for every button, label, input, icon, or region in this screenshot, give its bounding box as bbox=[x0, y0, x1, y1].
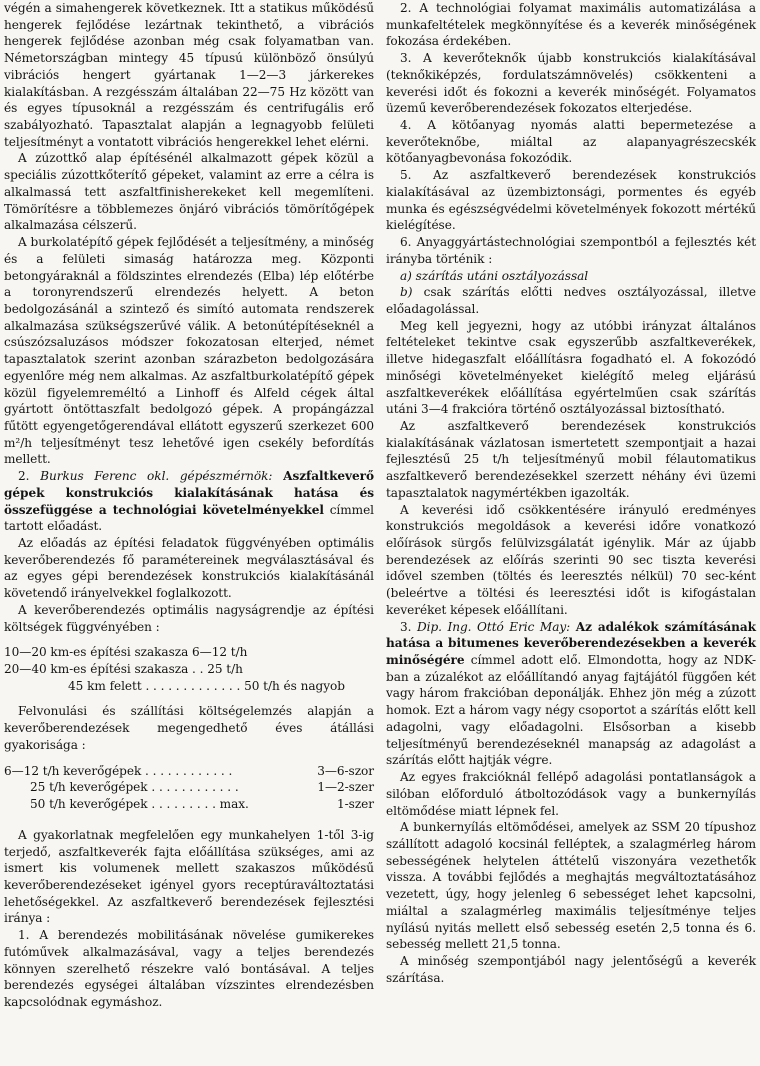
table-cell: 3—6-szor bbox=[317, 763, 374, 778]
list-label: b) bbox=[400, 285, 413, 300]
paragraph: A keverőberendezés optimális nagyságrendje az építési költségek függvényében : bbox=[4, 602, 374, 634]
right-column bbox=[386, 0, 756, 1066]
paragraph: A minőség szempontjából nagy jelentőségű a keverék szárítása. bbox=[386, 953, 756, 985]
author-name: Burkus Ferenc okl. gépészmérnök: bbox=[40, 469, 273, 484]
list-item bbox=[386, 268, 756, 285]
paragraph: végén a simahengerek következnek. Itt a statikus működésű hengerek fejlődése lezártnak tekinthető, a vibrációs hengerek fejlődése azonban még csak folyamatban van. Németországban mintegy 45 típusú különböző önsúlyú vibrációs hengert gyártanak 1—2—3 járkerekes kialakításban. A rezgésszám általában 22—75 Hz között van és egyes típusoknál a rezgésszám és centrifugális erő szabályozható. Tapasztalat alapján a legnagyobb felületi teljesítményt a vontatott vibrációs hengerekkel lehet elérni. bbox=[4, 1, 374, 149]
paragraph: Meg kell jegyezni, hogy az utóbbi irányzat általános feltételeket tekintve csak egyszerűbb aszfaltkeverékek, illetve hidegaszfalt előállításra fogadható el. A fokozódó minőségi követelményeket kielégítő meleg eljárású aszfaltkeverékek előállítása egyértelműen csak szárítás utáni 3—4 frakcióra történő osztályozással biztosítható. bbox=[386, 318, 756, 417]
table-row bbox=[4, 796, 374, 813]
table-cell: 25 t/h keverőgépek . . . . . . . . . . . . bbox=[30, 780, 239, 795]
paragraph-text: címmel tartott előadást. bbox=[4, 502, 374, 534]
author-name: Dip. Ing. Ottó Eric May: bbox=[417, 619, 571, 634]
paragraph: 1. A berendezés mobilitásának növelése gumikerekes futóművek alkalmazásával, vagy a teljes berendezés könnyen szerelhető részekre való bontásával. A teljes berendezés egységei általában vízszintes elrendezésben kapcsolódnak egymáshoz. bbox=[4, 928, 374, 1009]
lecture-summary bbox=[4, 468, 374, 535]
paragraph: Felvonulási és szállítási költségelemzés alapján a keverőberendezések megengedhető éves átállási gyakorisága : bbox=[4, 704, 374, 752]
capacity-table bbox=[4, 644, 374, 694]
paragraph: A keverési idő csökkentésére irányuló eredményes konstrukciós megoldások a keverési időre vonatkozó előírások sürgős felülvizsgálatát igénylik. Már az újabb berendezések az előírás szerinti 90 sec tiszta keverési idővel szemben (töltés és leeresztés nélkül) 70 sec-ként (beleértve a töltési és leeresztési időt is kifogástalan keveréket képesek előállítani. bbox=[386, 502, 756, 617]
list-text: szárítás utáni osztályozással bbox=[415, 268, 589, 283]
table-cell: 6—12 t/h keverőgépek . . . . . . . . . . . . bbox=[4, 763, 233, 778]
paragraph: 4. A kötőanyag nyomás alatti bepermetezése a keverőteknőbe, miáltal az alapanyagrészecskék kötőanyagbevonása fokozódik. bbox=[386, 118, 756, 166]
paragraph: 3. A keverőteknők újabb konstrukciós kialakításával (teknőkiképzés, fordulatszámnövelés) csökkenteni a keverési időt és fokozni a keverék minőségét. Folyamatos üzemű keverőberendezések fokozatos elterjedése. bbox=[386, 51, 756, 116]
paragraph: Az előadás az építési feladatok függvényében optimális keverőberendezés fő paramétereinek megválasztásával és az egyes gépi berendezések konstrukciós kialakításánál követendő irányelvekkel foglalkozott. bbox=[4, 536, 374, 601]
item-number: 2. bbox=[18, 469, 30, 484]
table-cell: 50 t/h keverőgépek . . . . . . . . . max. bbox=[30, 797, 249, 812]
list-text: csak szárítás előtti nedves osztályozással, illetve előadagolással. bbox=[386, 285, 756, 316]
table-row bbox=[4, 678, 374, 695]
table-row bbox=[4, 644, 374, 661]
table-cell: 1—2-szer bbox=[317, 780, 374, 795]
spacer bbox=[4, 754, 374, 763]
lecture-title: Aszfaltkeverő gépek konstrukciós kialakításának hatása és összefüggése a technológiai követelményekkel bbox=[4, 469, 375, 517]
table-row bbox=[4, 779, 374, 796]
lecture-title: Az adalékok számításának hatása a bitumenes keverőberendezésekben a keverék minőségére bbox=[386, 619, 756, 668]
paragraph: Az aszfaltkeverő berendezések konstrukciós kialakításának vázlatosan ismertetett szempontjait a hazai fejlesztésű 25 t/h teljesítményű mobil félautomatikus aszfaltkeverő berendezésekkel szerzett néhány évi üzemi tapasztalatok nagymértékben igazolták. bbox=[386, 418, 756, 500]
lecture-summary bbox=[386, 619, 756, 769]
table-cell: 20—40 km-es építési szakasza . . 25 t/h bbox=[4, 662, 243, 677]
left-column bbox=[4, 0, 374, 1066]
list-item bbox=[386, 284, 756, 317]
paragraph: 2. A technológiai folyamat maximális automatizálása a munkafeltételek megkönnyítése és a keverék minőségének fokozása érdekében. bbox=[386, 1, 756, 49]
paragraph: A gyakorlatnak megfelelően egy munkahelyen 1-től 3-ig terjedő, aszfaltkeverék fajta előállítása szükséges, ami az ismert kis volumenek mellett szakaszos működésű keverőberendezéseket igényel gyors receptúraváltoztatási lehetőségekkel. Az aszfaltkeverő berendezések fejlesztési iránya : bbox=[4, 827, 374, 926]
item-number: 3. bbox=[400, 619, 412, 634]
spacer bbox=[4, 694, 374, 703]
frequency-table bbox=[4, 763, 374, 813]
table-cell: 10—20 km-es építési szakasza 6—12 t/h bbox=[4, 645, 248, 660]
table-row bbox=[4, 661, 374, 678]
paragraph: A zúzottkő alap építésénél alkalmazott gépek közül a speciális zúzottkőterítő gépeket, valamint az erre a célra is alkalmassá tett aszfaltfinisherekeket kell megemlíteni. Tömörítésre a többlemezes önjáró vibrációs tömörítőgépek alkalmazása célszerű. bbox=[4, 151, 374, 233]
paragraph: Az egyes frakcióknál fellépő adagolási pontatlanságok a silóban előforduló átboltozódások vagy a bunkernyílás eltömődése miatt lépnek fel. bbox=[386, 770, 756, 818]
table-row bbox=[4, 763, 374, 780]
spacer bbox=[4, 813, 374, 822]
table-cell: 1-szer bbox=[337, 797, 374, 812]
list-label: a) bbox=[400, 268, 412, 283]
paragraph: 5. Az aszfaltkeverő berendezések konstrukciós kialakításával az üzembiztonsági, pormentes és egyéb munka és egészségvédelmi követelmények fokozott mértékű kielégítése. bbox=[386, 168, 756, 233]
paragraph: 6. Anyaggyártástechnológiai szempontból a fejlesztés két irányba történik : bbox=[386, 235, 756, 266]
paragraph-text: címmel adott elő. Elmondotta, hogy az NDK-ban a zúzalékot az előállítandó anyag fajtájától függően két vagy három frakcióban deponálják. Ehhez jön még a zúzott homok. Ezt a három vagy négy csoportot a szárítás előtt kell adagolni, vagy előadagolni. Elsősorban a kisebb teljesítményű berendezéseknél manapság az adagolást a szárítás előtt hajtják végre. bbox=[386, 653, 756, 768]
spacer bbox=[4, 635, 374, 644]
paragraph: A bunkernyílás eltömődései, amelyek az SSM 20 típushoz szállított adagoló kocsinál felléptek, a szalagmérleg három sebességének helytelen áttételű viszonyára vezethetők vissza. A további fejlődés a meghajtás megváltoztatásához vezetett, úgy, hogy jelenleg 6 sebességet lehet kapcsolni, miáltal a szalagmérleg maximális teljesítménye teljes nyílású nyitás mellett első sebesség esetén 2,5 tonna és 6. sebesség mellett 21,5 tonna. bbox=[386, 820, 756, 952]
table-cell: 45 km felett . . . . . . . . . . . . . 50 t/h és nagyob bbox=[68, 678, 345, 693]
paragraph: A burkolatépítő gépek fejlődését a teljesítmény, a minőség és a felületi simaság határozza meg. Központi betongyáraknál a földszintes elrendezés (Elba) lép előtérbe a toronyrendszerű elrendezés helyett. A beton bedolgozásánál a szintező és simító automata rendszerek alkalmazása szükségszerűvé válik. A betonútépítéseknél a csúszózsaluzásos módszer fokozatosan elterjed, német tapasztalatok szerint azonban szárazbeton bedolgozására egyenlőre még nem alkalmas. Az aszfaltburkolatépítő gépek közül figyelemreméltó a Linhoff és Alfeld cégek által gyártott öntöttaszfalt bedolgozó gépek. A propángázzal fűtött egyengetőgerendával ellátott egyszerű szerkezet 600 m²/h teljesítményt tesz lehetővé igen csekély befordítás mellett. bbox=[4, 235, 374, 467]
